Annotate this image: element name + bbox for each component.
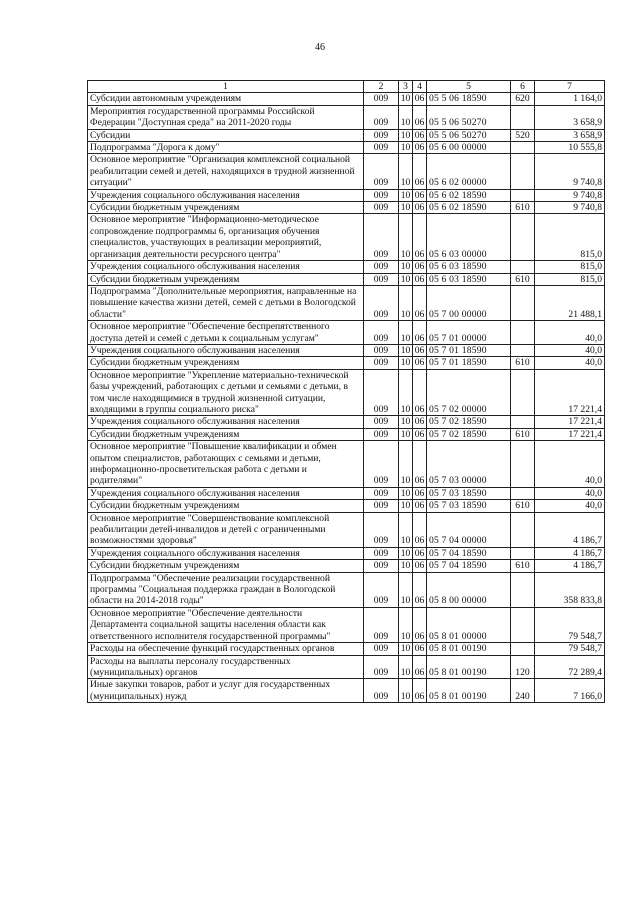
row-admin-code: 009 xyxy=(364,321,399,345)
row-admin-code: 009 xyxy=(364,105,399,129)
row-amount: 4 186,7 xyxy=(535,547,605,559)
row-subsection: 06 xyxy=(413,416,427,428)
row-name: Учреждения социального обслуживания населения xyxy=(88,416,364,428)
header-cell: 4 xyxy=(413,81,427,93)
row-expense-type xyxy=(511,142,535,154)
row-name: Основное мероприятие "Обеспечение беспрепятственного доступа детей и семей с детьми к социальным услугам" xyxy=(88,321,364,345)
row-expense-type xyxy=(511,369,535,416)
row-section: 10 xyxy=(399,416,413,428)
row-name: Подпрограмма "Дополнительные мероприятия, направленные на повышение качества жизни детей, семей с детьми в Вологодской области" xyxy=(88,285,364,320)
row-expense-type xyxy=(511,441,535,488)
row-target-article: 05 5 06 50270 xyxy=(427,129,511,141)
row-subsection: 06 xyxy=(413,321,427,345)
table-row xyxy=(88,93,605,105)
row-section: 10 xyxy=(399,344,413,356)
row-expense-type: 120 xyxy=(511,655,535,679)
row-name: Подпрограмма "Дорога к дому" xyxy=(88,142,364,154)
row-target-article: 05 5 06 18590 xyxy=(427,93,511,105)
row-amount: 40,0 xyxy=(535,344,605,356)
row-expense-type xyxy=(511,189,535,201)
row-admin-code: 009 xyxy=(364,428,399,440)
table-row xyxy=(88,643,605,655)
row-name: Учреждения социального обслуживания населения xyxy=(88,344,364,356)
row-expense-type xyxy=(511,261,535,273)
row-amount: 9 740,8 xyxy=(535,154,605,189)
row-section: 10 xyxy=(399,105,413,129)
row-amount: 815,0 xyxy=(535,273,605,285)
header-cell: 6 xyxy=(511,81,535,93)
row-target-article: 05 7 02 18590 xyxy=(427,428,511,440)
table-row xyxy=(88,416,605,428)
row-subsection: 06 xyxy=(413,547,427,559)
row-expense-type: 610 xyxy=(511,357,535,369)
row-amount: 4 186,7 xyxy=(535,560,605,572)
row-expense-type xyxy=(511,607,535,642)
row-admin-code: 009 xyxy=(364,547,399,559)
row-section: 10 xyxy=(399,369,413,416)
row-amount: 7 166,0 xyxy=(535,679,605,703)
row-subsection: 06 xyxy=(413,572,427,607)
row-expense-type xyxy=(511,572,535,607)
table-row xyxy=(88,487,605,499)
row-expense-type xyxy=(511,643,535,655)
row-admin-code: 009 xyxy=(364,416,399,428)
row-admin-code: 009 xyxy=(364,285,399,320)
row-admin-code: 009 xyxy=(364,369,399,416)
row-expense-type xyxy=(511,105,535,129)
row-subsection: 06 xyxy=(413,261,427,273)
row-target-article: 05 6 02 18590 xyxy=(427,189,511,201)
row-section: 10 xyxy=(399,441,413,488)
row-name: Субсидии xyxy=(88,129,364,141)
row-target-article: 05 8 01 00190 xyxy=(427,643,511,655)
row-section: 10 xyxy=(399,572,413,607)
row-name: Расходы на обеспечение функций государственных органов xyxy=(88,643,364,655)
budget-table xyxy=(87,80,605,703)
row-expense-type xyxy=(511,547,535,559)
row-amount: 3 658,9 xyxy=(535,105,605,129)
row-section: 10 xyxy=(399,500,413,512)
row-name: Основное мероприятие "Организация комплексной социальной реабилитации семей и детей, находящихся в трудной жизненной ситуации" xyxy=(88,154,364,189)
row-section: 10 xyxy=(399,261,413,273)
row-amount: 21 488,1 xyxy=(535,285,605,320)
row-admin-code: 009 xyxy=(364,214,399,261)
header-cell: 7 xyxy=(535,81,605,93)
row-section: 10 xyxy=(399,655,413,679)
table-row xyxy=(88,357,605,369)
row-amount: 17 221,4 xyxy=(535,369,605,416)
row-name: Субсидии бюджетным учреждениям xyxy=(88,273,364,285)
row-expense-type: 240 xyxy=(511,679,535,703)
row-target-article: 05 7 02 18590 xyxy=(427,416,511,428)
row-admin-code: 009 xyxy=(364,441,399,488)
row-expense-type xyxy=(511,154,535,189)
row-name: Субсидии бюджетным учреждениям xyxy=(88,560,364,572)
table-row xyxy=(88,655,605,679)
table-header-row xyxy=(88,81,605,93)
row-amount: 3 658,9 xyxy=(535,129,605,141)
table-row xyxy=(88,607,605,642)
row-name: Основное мероприятие "Повышение квалификации и обмен опытом специалистов, работающих с семьями и детьми, информационно-просветительская работа с детьми и родителями" xyxy=(88,441,364,488)
row-name: Учреждения социального обслуживания населения xyxy=(88,547,364,559)
row-target-article: 05 7 03 18590 xyxy=(427,500,511,512)
row-expense-type xyxy=(511,214,535,261)
row-target-article: 05 8 01 00190 xyxy=(427,679,511,703)
row-name: Основное мероприятие "Обеспечение деятельности Департамента социальной защиты населения области как ответственного исполнителя государственной программы" xyxy=(88,607,364,642)
row-admin-code: 009 xyxy=(364,512,399,547)
header-cell: 5 xyxy=(427,81,511,93)
row-target-article: 05 7 01 00000 xyxy=(427,321,511,345)
table-row xyxy=(88,441,605,488)
row-section: 10 xyxy=(399,321,413,345)
row-admin-code: 009 xyxy=(364,679,399,703)
row-amount: 40,0 xyxy=(535,321,605,345)
row-section: 10 xyxy=(399,214,413,261)
row-admin-code: 009 xyxy=(364,154,399,189)
row-section: 10 xyxy=(399,93,413,105)
row-section: 10 xyxy=(399,202,413,214)
row-expense-type xyxy=(511,344,535,356)
row-expense-type xyxy=(511,487,535,499)
row-subsection: 06 xyxy=(413,357,427,369)
row-name: Учреждения социального обслуживания населения xyxy=(88,189,364,201)
table-row xyxy=(88,572,605,607)
header-cell: 1 xyxy=(88,81,364,93)
row-section: 10 xyxy=(399,487,413,499)
row-target-article: 05 6 00 00000 xyxy=(427,142,511,154)
row-target-article: 05 8 01 00000 xyxy=(427,607,511,642)
row-target-article: 05 5 06 50270 xyxy=(427,105,511,129)
table-row xyxy=(88,500,605,512)
row-admin-code: 009 xyxy=(364,487,399,499)
row-section: 10 xyxy=(399,285,413,320)
row-name: Расходы на выплаты персоналу государственных (муниципальных) органов xyxy=(88,655,364,679)
row-section: 10 xyxy=(399,512,413,547)
row-expense-type: 520 xyxy=(511,129,535,141)
table-row xyxy=(88,369,605,416)
row-amount: 72 289,4 xyxy=(535,655,605,679)
table-row xyxy=(88,428,605,440)
row-admin-code: 009 xyxy=(364,189,399,201)
row-admin-code: 009 xyxy=(364,261,399,273)
row-amount: 358 833,8 xyxy=(535,572,605,607)
row-subsection: 06 xyxy=(413,441,427,488)
row-section: 10 xyxy=(399,129,413,141)
row-admin-code: 009 xyxy=(364,129,399,141)
row-amount: 17 221,4 xyxy=(535,428,605,440)
row-admin-code: 009 xyxy=(364,607,399,642)
row-target-article: 05 6 03 18590 xyxy=(427,273,511,285)
row-section: 10 xyxy=(399,547,413,559)
row-admin-code: 009 xyxy=(364,572,399,607)
row-target-article: 05 7 01 18590 xyxy=(427,357,511,369)
row-target-article: 05 7 02 00000 xyxy=(427,369,511,416)
row-name: Субсидии бюджетным учреждениям xyxy=(88,500,364,512)
row-name: Субсидии бюджетным учреждениям xyxy=(88,202,364,214)
row-expense-type: 610 xyxy=(511,500,535,512)
row-amount: 9 740,8 xyxy=(535,202,605,214)
row-subsection: 06 xyxy=(413,142,427,154)
row-section: 10 xyxy=(399,273,413,285)
row-target-article: 05 7 01 18590 xyxy=(427,344,511,356)
row-amount: 17 221,4 xyxy=(535,416,605,428)
row-target-article: 05 6 02 18590 xyxy=(427,202,511,214)
row-section: 10 xyxy=(399,428,413,440)
row-name: Мероприятия государственной программы Российской Федерации "Доступная среда" на 2011-2020 годы xyxy=(88,105,364,129)
table-row xyxy=(88,679,605,703)
row-subsection: 06 xyxy=(413,214,427,261)
table-row xyxy=(88,189,605,201)
row-amount: 40,0 xyxy=(535,487,605,499)
row-name: Подпрограмма "Обеспечение реализации государственной программы "Социальная поддержка граждан в Вологодской области на 2014-2018 годы" xyxy=(88,572,364,607)
row-admin-code: 009 xyxy=(364,560,399,572)
row-subsection: 06 xyxy=(413,189,427,201)
row-subsection: 06 xyxy=(413,500,427,512)
table-row xyxy=(88,512,605,547)
row-admin-code: 009 xyxy=(364,357,399,369)
row-amount: 40,0 xyxy=(535,441,605,488)
row-subsection: 06 xyxy=(413,285,427,320)
row-target-article: 05 7 04 18590 xyxy=(427,560,511,572)
row-name: Основное мероприятие "Информационно-методическое сопровождение подпрограммы 6, организация обучения специалистов, участвующих в реализации мероприятий, организация деятельности ресурсного центра" xyxy=(88,214,364,261)
row-subsection: 06 xyxy=(413,93,427,105)
row-section: 10 xyxy=(399,357,413,369)
header-cell: 3 xyxy=(399,81,413,93)
table-row xyxy=(88,142,605,154)
row-expense-type xyxy=(511,512,535,547)
page-number: 46 xyxy=(315,42,325,53)
row-admin-code: 009 xyxy=(364,655,399,679)
row-subsection: 06 xyxy=(413,487,427,499)
row-subsection: 06 xyxy=(413,154,427,189)
table-row xyxy=(88,214,605,261)
row-expense-type: 620 xyxy=(511,93,535,105)
table-row xyxy=(88,105,605,129)
row-name: Субсидии автономным учреждениям xyxy=(88,93,364,105)
row-expense-type xyxy=(511,416,535,428)
row-section: 10 xyxy=(399,154,413,189)
table-row xyxy=(88,154,605,189)
row-target-article: 05 7 00 00000 xyxy=(427,285,511,320)
row-expense-type: 610 xyxy=(511,560,535,572)
row-name: Субсидии бюджетным учреждениям xyxy=(88,357,364,369)
row-target-article: 05 7 03 18590 xyxy=(427,487,511,499)
table-row xyxy=(88,547,605,559)
table-row xyxy=(88,560,605,572)
row-amount: 79 548,7 xyxy=(535,643,605,655)
row-admin-code: 009 xyxy=(364,142,399,154)
row-amount: 815,0 xyxy=(535,261,605,273)
table-body xyxy=(88,81,605,703)
row-section: 10 xyxy=(399,189,413,201)
row-section: 10 xyxy=(399,643,413,655)
row-target-article: 05 7 04 18590 xyxy=(427,547,511,559)
row-expense-type: 610 xyxy=(511,428,535,440)
table-row xyxy=(88,344,605,356)
row-subsection: 06 xyxy=(413,105,427,129)
row-target-article: 05 7 03 00000 xyxy=(427,441,511,488)
row-amount: 1 164,0 xyxy=(535,93,605,105)
row-section: 10 xyxy=(399,607,413,642)
row-subsection: 06 xyxy=(413,643,427,655)
row-admin-code: 009 xyxy=(364,202,399,214)
row-amount: 40,0 xyxy=(535,500,605,512)
row-name: Учреждения социального обслуживания населения xyxy=(88,487,364,499)
row-expense-type xyxy=(511,321,535,345)
row-expense-type: 610 xyxy=(511,202,535,214)
row-subsection: 06 xyxy=(413,655,427,679)
table-row xyxy=(88,321,605,345)
row-name: Основное мероприятие "Укрепление материально-технической базы учреждений, работающих с детьми и семьями с детьми, в том числе находящимися в трудной жизненной ситуации, входящими в группы социального риска" xyxy=(88,369,364,416)
row-subsection: 06 xyxy=(413,273,427,285)
row-target-article: 05 6 03 18590 xyxy=(427,261,511,273)
row-subsection: 06 xyxy=(413,129,427,141)
row-subsection: 06 xyxy=(413,607,427,642)
row-name: Учреждения социального обслуживания населения xyxy=(88,261,364,273)
row-target-article: 05 7 04 00000 xyxy=(427,512,511,547)
row-admin-code: 009 xyxy=(364,93,399,105)
row-amount: 10 555,8 xyxy=(535,142,605,154)
row-target-article: 05 6 03 00000 xyxy=(427,214,511,261)
row-subsection: 06 xyxy=(413,202,427,214)
row-subsection: 06 xyxy=(413,560,427,572)
row-name: Основное мероприятие "Совершенствование комплексной реабилитации детей-инвалидов и детей с ограниченными возможностями здоровья" xyxy=(88,512,364,547)
row-subsection: 06 xyxy=(413,512,427,547)
table-row xyxy=(88,285,605,320)
table-row xyxy=(88,129,605,141)
row-target-article: 05 8 01 00190 xyxy=(427,655,511,679)
row-subsection: 06 xyxy=(413,369,427,416)
table-row xyxy=(88,261,605,273)
row-section: 10 xyxy=(399,679,413,703)
row-section: 10 xyxy=(399,560,413,572)
row-name: Субсидии бюджетным учреждениям xyxy=(88,428,364,440)
row-admin-code: 009 xyxy=(364,344,399,356)
header-cell: 2 xyxy=(364,81,399,93)
row-subsection: 06 xyxy=(413,428,427,440)
row-subsection: 06 xyxy=(413,679,427,703)
row-amount: 4 186,7 xyxy=(535,512,605,547)
row-amount: 9 740,8 xyxy=(535,189,605,201)
table-row xyxy=(88,202,605,214)
table-row xyxy=(88,273,605,285)
row-expense-type xyxy=(511,285,535,320)
row-amount: 79 548,7 xyxy=(535,607,605,642)
row-admin-code: 009 xyxy=(364,500,399,512)
row-admin-code: 009 xyxy=(364,273,399,285)
row-amount: 40,0 xyxy=(535,357,605,369)
row-section: 10 xyxy=(399,142,413,154)
row-amount: 815,0 xyxy=(535,214,605,261)
row-subsection: 06 xyxy=(413,344,427,356)
row-expense-type: 610 xyxy=(511,273,535,285)
row-target-article: 05 8 00 00000 xyxy=(427,572,511,607)
row-name: Иные закупки товаров, работ и услуг для государственных (муниципальных) нужд xyxy=(88,679,364,703)
row-admin-code: 009 xyxy=(364,643,399,655)
row-target-article: 05 6 02 00000 xyxy=(427,154,511,189)
